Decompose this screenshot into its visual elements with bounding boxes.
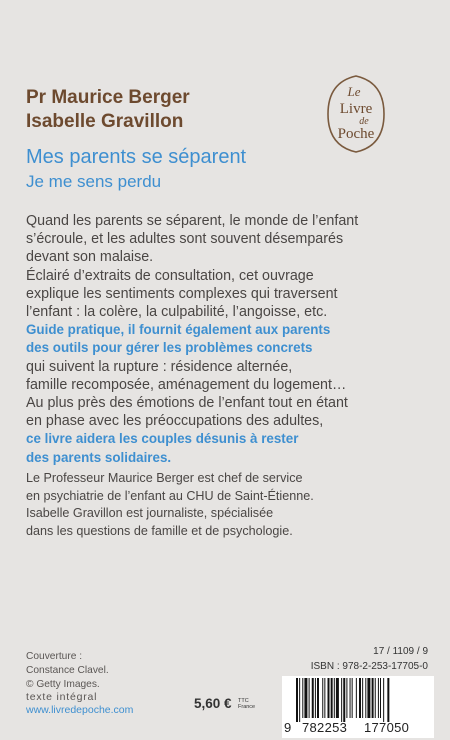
barcode-bar — [309, 678, 310, 718]
barcode-lead-digit: 9 — [284, 720, 292, 735]
description-line: explique les sentiments complexes qui traversent — [26, 285, 338, 302]
logo-text: Poche — [337, 126, 375, 142]
bio-line: en psychiatrie de l’enfant au CHU de Saint-Étienne. — [26, 488, 314, 503]
barcode-bar — [378, 678, 379, 718]
bio-line: dans les questions de famille et de psychologie. — [26, 523, 293, 538]
barcode-left-digits: 782253 — [302, 720, 348, 735]
barcode-bar — [380, 678, 381, 718]
barcode-bar — [317, 678, 319, 718]
barcode-bar — [352, 678, 353, 718]
barcode-bar — [346, 678, 347, 718]
credit-line: © Getty Images. — [26, 679, 100, 691]
livre-de-poche-logo — [324, 74, 388, 154]
authors — [26, 86, 190, 134]
description-line: s’écroule, et les adultes sont souvent désemparés — [26, 231, 344, 248]
highlighted-text: ce livre aidera les couples désunis à rester — [26, 431, 299, 447]
highlighted-text: Guide pratique, il fournit également aux parents — [26, 322, 331, 338]
isbn: ISBN : 978-2-253-17705-0 — [310, 661, 428, 672]
barcode-bar — [302, 678, 303, 718]
description-line: Au plus près des émotions de l’enfant tout en étant — [26, 395, 348, 412]
barcode-bar — [312, 678, 314, 718]
tax-line: TTC — [238, 698, 249, 704]
highlighted-text: des outils pour gérer les problèmes concrets — [26, 340, 313, 356]
barcode-bar — [343, 678, 345, 722]
author-name: Pr Maurice Berger — [26, 87, 190, 108]
texte-integral-label: texte intégral — [26, 691, 98, 703]
barcode-bar — [328, 678, 330, 718]
bio-line: Isabelle Gravillon est journaliste, spécialisée — [26, 506, 274, 521]
barcode-bar — [359, 678, 361, 718]
barcode-bar — [375, 678, 376, 718]
description-line: l’enfant : la colère, la culpabilité, l’angoisse, etc. — [26, 304, 328, 321]
barcode-bar — [387, 678, 389, 722]
barcode-bar — [383, 678, 384, 722]
author-name: Isabelle Gravillon — [26, 111, 184, 132]
barcode-bar — [304, 678, 307, 718]
description-line: devant son malaise. — [26, 249, 154, 266]
barcode-bar — [341, 678, 342, 722]
barcode-bar — [336, 678, 339, 718]
barcode-bar — [365, 678, 366, 718]
barcode-bar — [299, 678, 300, 722]
barcode-bar — [331, 678, 333, 718]
logo-text: Le — [347, 84, 361, 99]
price-tax-note — [238, 698, 255, 710]
credit-line: Constance Clavel. — [26, 665, 109, 677]
barcode-bar — [372, 678, 374, 718]
price: 5,60 € — [194, 696, 232, 711]
barcode-bar — [362, 678, 363, 718]
barcode-bar — [350, 678, 351, 718]
barcode-bar — [367, 678, 370, 718]
description-line: Éclairé d’extraits de consultation, cet ouvrage — [26, 267, 314, 284]
barcode-bar — [324, 678, 325, 718]
barcode-right-digits: 177050 — [364, 720, 410, 735]
bio-line: Le Professeur Maurice Berger est chef de service — [26, 471, 303, 485]
barcode-bars — [296, 678, 422, 722]
barcode-bar — [334, 678, 335, 718]
book-subtitle: Je me sens perdu — [26, 172, 162, 191]
reference-number: 17 / 1109 / 9 — [373, 646, 428, 657]
credit-line: Couverture : — [26, 651, 83, 662]
author-bio — [26, 470, 314, 540]
description-line: Quand les parents se séparent, le monde de l’enfant — [26, 213, 359, 229]
logo-text: de — [359, 116, 369, 127]
website-link[interactable]: www.livredepoche.com — [26, 704, 134, 716]
highlighted-text: des parents solidaires. — [26, 449, 172, 465]
book-title: Mes parents se séparent — [26, 146, 247, 168]
logo-text: Livre — [339, 101, 373, 117]
barcode-bar — [296, 678, 298, 722]
description-line: qui suivent la rupture : résidence alternée, — [26, 358, 293, 375]
cover-credits — [26, 650, 109, 693]
barcode-bar — [356, 678, 357, 718]
description-line: en phase avec les préoccupations des adultes, — [26, 413, 324, 430]
tax-line: France — [238, 704, 256, 710]
barcode-bar — [315, 678, 316, 718]
barcode — [282, 676, 434, 738]
description-line: famille recomposée, aménagement du logement… — [26, 376, 347, 393]
description — [26, 212, 431, 467]
barcode-bar — [322, 678, 323, 718]
